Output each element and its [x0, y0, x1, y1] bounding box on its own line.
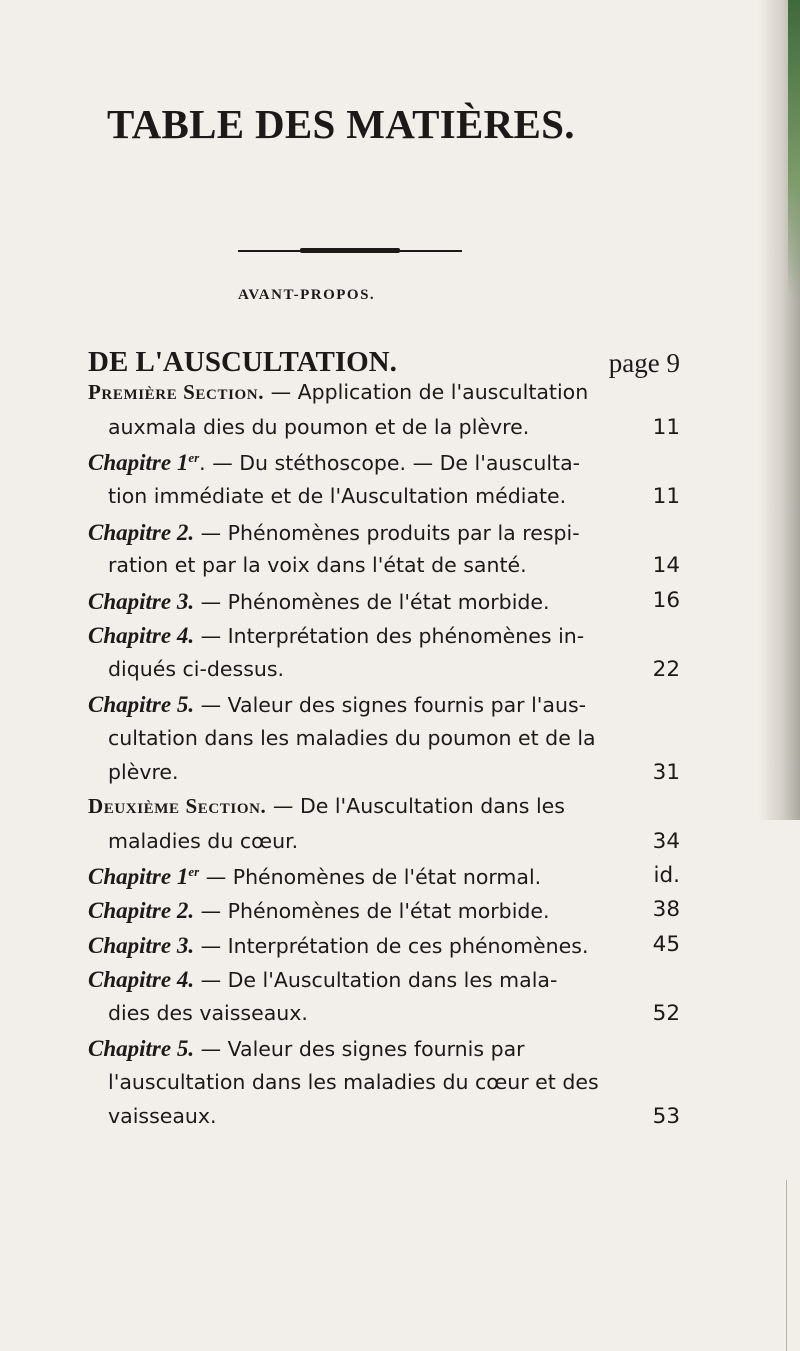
- chapter-label: Chapitre 5.: [88, 692, 195, 717]
- toc-line: [108, 831, 298, 853]
- toc-line: [88, 934, 588, 958]
- section-heading: [88, 348, 397, 377]
- chapter-label: Chapitre 3.: [88, 589, 195, 614]
- chapter-ordinal-suffix: er: [188, 450, 200, 465]
- page-number: page 9: [608, 348, 680, 378]
- toc-line: [88, 521, 580, 545]
- entry-text: cultation dans les maladies du poumon et de la: [108, 726, 596, 750]
- toc-line: [88, 899, 550, 923]
- entry-text: auxmala dies du poumon et de la plèvre.: [108, 415, 530, 439]
- entry-text: — Phénomènes de l'état morbide.: [194, 590, 550, 614]
- page-title: TABLE DES MATIÈRES.: [107, 101, 575, 147]
- toc-line: [108, 417, 529, 439]
- chapter-label: Chapitre 4.: [88, 623, 195, 648]
- page-number: 34: [652, 829, 680, 854]
- toc-line: [108, 659, 284, 681]
- toc-line: [108, 555, 527, 577]
- entry-text: tion immédiate et de l'Auscultation médiate.: [108, 484, 567, 508]
- subtitle-avant-propos: AVANT-PROPOS.: [238, 287, 376, 303]
- entry-text: dies des vaisseaux.: [108, 1001, 308, 1025]
- page-number: 53: [652, 1104, 680, 1129]
- page-number: 31: [652, 760, 680, 785]
- entry-text: l'auscultation dans les maladies du cœur et des: [108, 1070, 599, 1094]
- entry-text: — Phénomènes de l'état morbide.: [194, 899, 550, 923]
- entry-text: plèvre.: [108, 760, 179, 784]
- toc-line: [88, 451, 580, 475]
- page-number: 45: [652, 932, 680, 957]
- entry-text: maladies du cœur.: [108, 829, 299, 853]
- toc-line: [88, 796, 565, 818]
- entry-text: — Interprétation des phénomènes in-: [194, 624, 585, 648]
- chapter-label: Chapitre 1: [88, 450, 189, 475]
- entry-text: — Valeur des signes fournis par l'aus-: [194, 693, 587, 717]
- toc-line: [108, 1072, 599, 1094]
- heading-label: DE L'AUSCULTATION.: [88, 346, 397, 378]
- page-number: 11: [652, 415, 680, 440]
- chapter-label: Chapitre 1: [88, 864, 189, 889]
- toc-line: [88, 624, 584, 648]
- entry-text: — Interprétation de ces phénomènes.: [194, 934, 589, 958]
- section-label: Première Section.: [88, 380, 265, 404]
- page-number: 11: [652, 484, 680, 509]
- chapter-label: Chapitre 5.: [88, 1036, 195, 1061]
- page-number: id.: [653, 863, 680, 888]
- entry-text: — De l'Auscultation dans les mala-: [194, 968, 558, 992]
- page-number: 22: [652, 657, 680, 682]
- page-number: 52: [652, 1001, 680, 1026]
- section-label: Deuxième Section.: [88, 794, 267, 818]
- toc-line: [88, 968, 557, 992]
- chapter-label: Chapitre 2.: [88, 520, 195, 545]
- entry-text: — Phénomènes produits par la respi-: [194, 521, 580, 545]
- toc-line: [108, 762, 179, 784]
- toc-line: [88, 1037, 525, 1061]
- chapter-label: Chapitre 4.: [88, 967, 195, 992]
- entry-text: — De l'Auscultation dans les: [266, 794, 565, 818]
- toc-line: [88, 590, 550, 614]
- entry-text: diqués ci-dessus.: [108, 657, 285, 681]
- entry-text: — Valeur des signes fournis par: [194, 1037, 525, 1061]
- toc-line: [108, 1106, 217, 1128]
- entry-text: vaisseaux.: [108, 1104, 217, 1128]
- entry-text: ration et par la voix dans l'état de santé.: [108, 553, 527, 577]
- toc-line: [108, 728, 596, 750]
- entry-text: — Application de l'auscultation: [264, 380, 589, 404]
- entry-text: . — Du stéthoscope. — De l'ausculta-: [199, 451, 581, 475]
- page-number: 14: [652, 553, 680, 578]
- page-number: 16: [652, 588, 680, 613]
- entry-text: — Phénomènes de l'état normal.: [199, 865, 542, 889]
- chapter-label: Chapitre 2.: [88, 898, 195, 923]
- toc-line: [108, 1003, 308, 1025]
- toc-line: [108, 486, 566, 508]
- chapter-ordinal-suffix: er: [188, 864, 200, 879]
- page-number: 38: [652, 897, 680, 922]
- toc-line: [88, 693, 586, 717]
- toc-line: [88, 382, 588, 404]
- toc-line: [88, 865, 541, 889]
- chapter-label: Chapitre 3.: [88, 933, 195, 958]
